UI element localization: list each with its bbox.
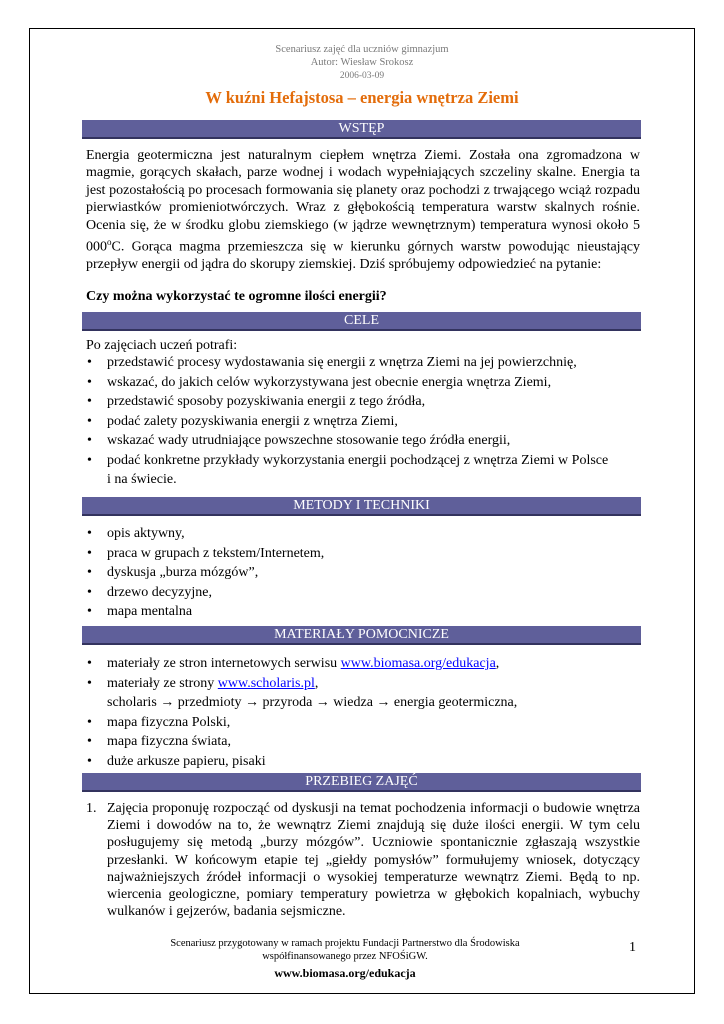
step-text: Zajęcia proponuję rozpocząć od dyskusji na temat pochodzenia informacji o budowie wnętrza Ziemi i dowodów na to, że wewnątrz Ziemi znajdują się duże ilości energii. W tym celu posługujemy się metodą „burzy mózgów”. Uczniowie spontanicznie zgłaszają wszystkie przesłanki. W końcowym etapie tej „giełdy pomysłów” formułujemy wniosek, dotyczący najważniejszych źródeł informacji o wysokiej temperaturze wewnątrz Ziemi. Będą to np. wiercenia geologiczne, pomiary temperatury powietrza w głębokich kopalniach, wybuchy wulkanów i gejzerów, badania sejsmiczne.: [107, 801, 640, 920]
bullet-icon: •: [87, 433, 92, 448]
bullet-icon: •: [87, 545, 92, 561]
intro-paragraph: Energia geotermiczna jest naturalnym ciepłem wnętrza Ziemi. Została ona zgromadzona w magmie, gorących skałach, parze wodnej i wodach wypełniających szczeliny skalne. Energia ta jest pozostałością po procesach formowania się planety oraz pochodzi z trwającego wciąż rozpadu pierwiastków promieniotwórczych. Wraz z głębokością temperatura warstw skalnych rośnie. Ocenia się, że w środku globu ziemskiego (w jądrze wewnętrznym) temperatura wynosi około 5 000$^o$C. Gorąca magma przemieszcza się w kierunku górnych warstw powodując nieustający przepływ energii od jądra do skorupy ziemskiej. Dziś spróbujemy odpowiedzieć na pytanie:: [86, 148, 640, 273]
footer-line-2: współfinansowanego przez NFOŚiGW.: [262, 951, 428, 962]
bullet-icon: •: [87, 394, 92, 409]
goals-lead: Po zajęciach uczeń potrafi:: [86, 338, 238, 353]
scholaris-link[interactable]: www.scholaris.pl: [217, 675, 315, 691]
list-item: • materiały ze strony www.scholaris.pl,: [86, 674, 646, 694]
bullet-icon: •: [87, 734, 92, 749]
bullet-icon: •: [87, 374, 92, 390]
materials-list: [86, 654, 646, 771]
bullet-icon: •: [87, 584, 92, 600]
list-item-continuation: scholaris → przedmioty → przyroda → wiedza → energia geotermiczna,: [107, 695, 518, 710]
list-item: • materiały ze stron internetowych serwisu www.biomasa.org/edukacja,: [86, 654, 646, 674]
bullet-icon: •: [87, 675, 92, 691]
intro-question: Czy można wykorzystać te ogromne ilości energii?: [86, 289, 387, 304]
list-item: • duże arkusze papieru, pisaki: [86, 752, 646, 772]
list-item: • wskazać, do jakich celów wykorzystywana jest obecnie energia wnętrza Ziemi,: [86, 373, 646, 393]
footer-url: www.biomasa.org/edukacja: [274, 966, 416, 980]
list-item: • opis aktywny,: [86, 524, 646, 544]
biomasa-link[interactable]: www.biomasa.org/edukacja: [340, 656, 496, 671]
bullet-icon: •: [87, 413, 92, 429]
bullet-icon: •: [87, 565, 92, 580]
list-item: • mapa mentalna: [86, 602, 646, 622]
bullet-icon: •: [87, 604, 92, 619]
list-item: • mapa fizyczna Polski,: [86, 713, 646, 733]
header-date: 2006-03-09: [339, 71, 385, 81]
list-item: • mapa fizyczna świata,: [86, 732, 646, 752]
list-item: • podać zalety pozyskiwania energii z wnętrza Ziemi,: [86, 412, 646, 432]
bullet-icon: •: [87, 753, 92, 769]
section-heading-course: PRZEBIEG ZAJĘĆ: [82, 773, 641, 792]
list-item: • wskazać wady utrudniające powszechne stosowanie tego źródła energii,: [86, 431, 646, 451]
section-heading-intro: WSTĘP: [82, 120, 641, 139]
bullet-icon: •: [87, 355, 92, 370]
list-item-continuation: i na świecie.: [107, 472, 177, 487]
bullet-icon: •: [87, 714, 92, 730]
page-number: 1: [629, 940, 636, 955]
list-item: • przedstawić sposoby pozyskiwania energii z tego źródła,: [86, 392, 646, 412]
bullet-icon: •: [87, 526, 92, 541]
section-heading-goals: CELE: [82, 312, 641, 331]
list-item: • dyskusja „burza mózgów”,: [86, 563, 646, 583]
goals-list: [86, 353, 646, 490]
header-subtitle: Scenariusz zajęć dla uczniów gimnazjum: [275, 44, 449, 55]
bullet-icon: •: [87, 656, 92, 671]
section-heading-methods: METODY I TECHNIKI: [82, 497, 641, 516]
section-heading-materials: MATERIAŁY POMOCNICZE: [82, 626, 641, 645]
header-author: Autor: Wiesław Srokosz: [310, 57, 414, 68]
list-item: • drzewo decyzyjne,: [86, 583, 646, 603]
list-item: • przedstawić procesy wydostawania się energii z wnętrza Ziemi na jej powierzchnię,: [86, 353, 646, 373]
course-step-1: [86, 800, 640, 920]
list-item: • podać konkretne przykłady wykorzystania energii pochodzącej z wnętrza Ziemi w Polsce: [86, 451, 646, 471]
bullet-icon: •: [87, 452, 92, 468]
list-item: • praca w grupach z tekstem/Internetem,: [86, 544, 646, 564]
methods-list: [86, 524, 646, 622]
document-title: W kuźni Hefajstosa – energia wnętrza Ziemi: [205, 88, 519, 107]
step-number: 1.: [86, 801, 97, 816]
footer-line-1: Scenariusz przygotowany w ramach projektu Fundacji Partnerstwo dla Środowiska: [170, 938, 520, 949]
